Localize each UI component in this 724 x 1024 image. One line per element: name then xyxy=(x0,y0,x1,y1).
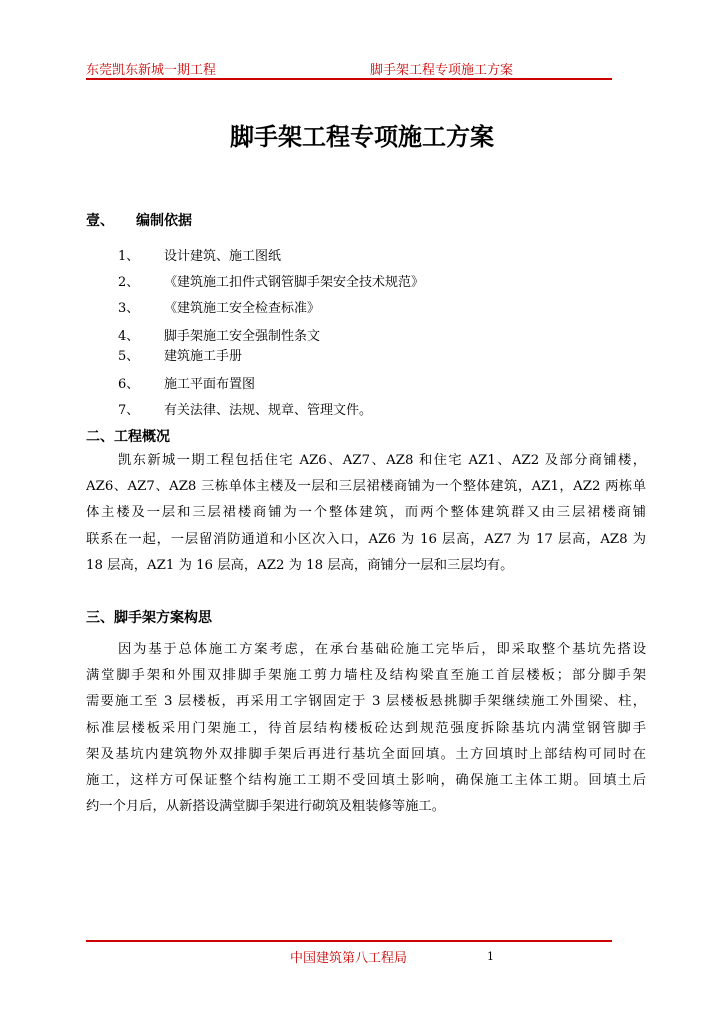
basis-item-text: 设计建筑、施工图纸 xyxy=(164,249,282,264)
paragraph-line: 约一个月后，从新搭设满堂脚手架进行砌筑及粗装修等施工。 xyxy=(86,799,446,815)
basis-item-text: 有关法律、法规、规章、管理文件。 xyxy=(164,403,373,418)
section2-paragraph xyxy=(86,448,646,579)
basis-item xyxy=(118,345,242,364)
basis-item xyxy=(118,271,424,290)
basis-item-text: 建筑施工手册 xyxy=(164,349,243,364)
paragraph-line: 体主楼及一层和三层裙楼商铺为一个整体建筑，而两个整体建筑群又由三层裙楼商铺 xyxy=(86,505,646,521)
section1-heading-text: 编制依据 xyxy=(136,213,192,229)
section1-number: 壹、 xyxy=(86,213,114,229)
basis-item xyxy=(118,297,320,316)
document-title: 脚手架工程专项施工方案 xyxy=(230,123,494,151)
basis-item xyxy=(118,245,281,264)
header-left-project-name: 东莞凯东新城一期工程 xyxy=(86,63,217,78)
basis-item-number: 3、 xyxy=(118,301,140,316)
paragraph-line: 因为基于总体施工方案考虑，在承台基础砼施工完毕后，即采取整个基坑先搭设 xyxy=(118,642,646,657)
header-right-doc-title: 脚手架工程专项施工方案 xyxy=(370,63,514,78)
page-number: 1 xyxy=(487,950,494,963)
paragraph-line: 需要施工至 3 层楼板，再采用工字钢固定于 3 层楼板悬挑脚手架继续施工外围梁、柱， xyxy=(86,694,646,710)
basis-item xyxy=(118,399,372,418)
basis-item xyxy=(118,325,320,344)
paragraph-line: 联系在一起，一层留消防通道和小区次入口，AZ6 为 16 层高，AZ7 为 17 层高，AZ8 为 xyxy=(86,531,646,547)
section3-heading: 三、脚手架方案构思 xyxy=(86,610,212,626)
basis-item-number: 2、 xyxy=(118,275,140,290)
basis-item-text: 《建筑施工安全检查标准》 xyxy=(164,301,321,316)
section2-heading: 二、工程概况 xyxy=(86,429,170,445)
basis-item-text: 施工平面布置图 xyxy=(164,377,256,392)
paragraph-line: 标准层楼板采用门架施工，待首层结构楼板砼达到规范强度拆除基坑内满堂钢管脚手 xyxy=(86,720,646,736)
basis-item-number: 6、 xyxy=(118,377,140,392)
paragraph-line: AZ6、AZ7、AZ8 三栋单体主楼及一层和三层裙楼商铺为一个整体建筑，AZ1，AZ2 两栋单 xyxy=(86,479,646,495)
basis-item-text: 《建筑施工扣件式钢管脚手架安全技术规范》 xyxy=(164,275,425,290)
basis-item-number: 5、 xyxy=(118,349,140,364)
paragraph-line: 施工，这样方可保证整个结构施工工期不受回填土影响，确保施工主体工期。回填土后 xyxy=(86,773,646,789)
section1-heading xyxy=(86,210,192,230)
paragraph-line: 满堂脚手架和外围双排脚手架施工剪力墙柱及结构梁直至施工首层楼板；部分脚手架 xyxy=(86,668,646,684)
footer-organization: 中国建筑第八工程局 xyxy=(290,951,408,966)
section3-paragraph xyxy=(86,637,646,820)
basis-item-text: 脚手架施工安全强制性条文 xyxy=(164,329,321,344)
footer-rule xyxy=(86,940,612,942)
header-rule xyxy=(86,78,612,80)
paragraph-line: 18 层高，AZ1 为 16 层高，AZ2 为 18 层高，商铺分一层和三层均有。 xyxy=(86,557,514,573)
paragraph-line: 架及基坑内建筑物外双排脚手架后再进行基坑全面回填。土方回填时上部结构可同时在 xyxy=(86,746,646,762)
basis-item-number: 4、 xyxy=(118,329,140,344)
basis-item xyxy=(118,373,255,392)
paragraph-line: 凯东新城一期工程包括住宅 AZ6、AZ7、AZ8 和住宅 AZ1、AZ2 及部分商铺楼， xyxy=(118,453,646,468)
basis-item-number: 1、 xyxy=(118,249,140,264)
basis-item-number: 7、 xyxy=(118,403,140,418)
